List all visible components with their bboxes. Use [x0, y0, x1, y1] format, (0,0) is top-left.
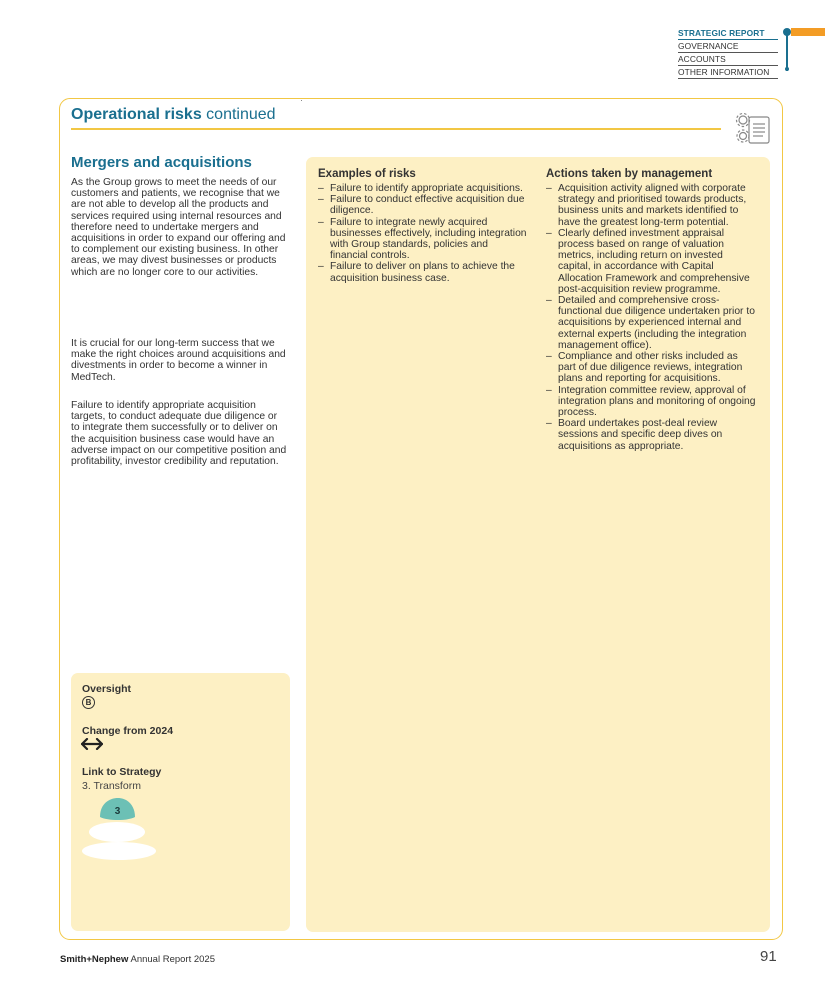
risk-heading: Mergers and acquisitions: [71, 154, 252, 171]
action-item: – Detailed and comprehensive cross-functional due diligence undertaken prior to acquisitions by experienced internal and external experts (including the integration management office).: [546, 295, 756, 351]
strategy-stone-number: 3: [114, 806, 121, 817]
action-item: – Board undertakes post-deal review sessions and specific deep dives on acquisitions as appropriate.: [546, 418, 756, 452]
nav-end-dot: [785, 67, 789, 71]
page-number: 91: [760, 948, 777, 965]
section-nav: [678, 27, 778, 79]
section-title-bold: Operational risks: [71, 106, 202, 123]
examples-heading: Examples of risks: [318, 168, 416, 180]
gears-document-icon: [733, 111, 773, 147]
double-arrow-icon: [81, 738, 103, 750]
example-item: – Failure to identify appropriate acquisitions.: [318, 183, 528, 194]
actions-heading: Actions taken by management: [546, 168, 713, 180]
action-item: – Acquisition activity aligned with corporate strategy and prioritised towards products, business units and markets identified to have the greatest long-term potential.: [546, 183, 756, 228]
footer-brand: [60, 954, 215, 965]
change-label: Change from 2024: [82, 725, 174, 737]
nav-progress-line: [786, 31, 788, 71]
speck: [301, 100, 302, 101]
strategy-label: Link to Strategy: [82, 766, 162, 778]
examples-list: [318, 183, 528, 284]
oversight-badge: B: [82, 696, 95, 709]
nav-accounts[interactable]: ACCOUNTS: [678, 53, 778, 66]
example-item: – Failure to deliver on plans to achieve the acquisition business case.: [318, 261, 528, 283]
nav-other-information[interactable]: OTHER INFORMATION: [678, 66, 778, 79]
risk-paragraph-3: Failure to identify appropriate acquisition targets, to conduct adequate due diligence or to integrate them successfully or to deliver on the acquisition business case would have an adverse impact on our competitive position and profitability, investor credibility and reputation.: [71, 400, 287, 468]
strategy-value: 3. Transform: [82, 780, 141, 792]
action-item: – Compliance and other risks included as part of due diligence reviews, integration plans and reporting for acquisitions.: [546, 351, 756, 385]
nav-current-dot: [783, 28, 791, 36]
brand-name: Smith+Nephew: [60, 954, 129, 965]
section-title: [71, 106, 276, 124]
action-item: – Integration committee review, approval of integration plans and monitoring of ongoing process.: [546, 385, 756, 419]
title-rule: [71, 128, 721, 130]
oversight-label: Oversight: [82, 683, 132, 695]
example-item: – Failure to integrate newly acquired businesses effectively, including integration with Group standards, policies and financial controls.: [318, 217, 528, 262]
actions-list: [546, 183, 756, 452]
nav-strategic-report[interactable]: STRATEGIC REPORT: [678, 27, 778, 40]
stacked-stones-icon: [80, 795, 158, 861]
nav-orange-marker: [791, 28, 825, 36]
risk-paragraph-1: As the Group grows to meet the needs of our customers and patients, we recognise that we are not able to develop all the products and services required using internal resources and therefore need to undertake mergers and acquisitions in order to expand our offering and to complement our existing business. In other areas, we may divest businesses or products which are no longer core to our activities.: [71, 177, 286, 278]
risk-paragraph-2: It is crucial for our long-term success that we make the right choices around acquisitions and divestments in order to become a winner in MedTech.: [71, 338, 286, 383]
example-item: – Failure to conduct effective acquisition due diligence.: [318, 194, 528, 216]
action-item: – Clearly defined investment appraisal process based on range of valuation metrics, including return on invested capital, in accordance with Capital Allocation Framework and comprehensive post-acquisition review programme.: [546, 228, 756, 295]
section-title-rest: continued: [201, 106, 276, 123]
report-name: Annual Report 2025: [128, 954, 215, 965]
nav-governance[interactable]: GOVERNANCE: [678, 40, 778, 53]
